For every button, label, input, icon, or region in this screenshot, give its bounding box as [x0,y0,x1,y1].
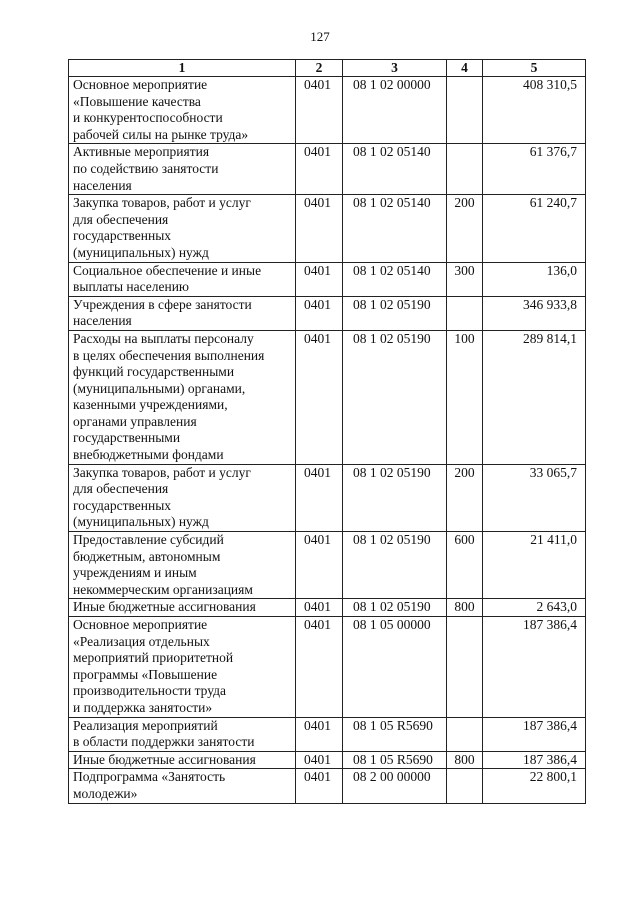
row-target-code: 08 1 05 R5690 [343,751,447,769]
table-row [69,617,586,718]
row-section-code: 0401 [296,751,343,769]
row-name: Закупка товаров, работ и услуг для обеспечения государственных (муниципальных) нужд [69,195,296,262]
header-row [69,60,586,77]
row-amount: 33 065,7 [483,464,586,531]
row-amount: 22 800,1 [483,769,586,803]
row-section-code: 0401 [296,532,343,599]
page-number: 127 [310,29,330,44]
row-expense-type [447,77,483,144]
row-expense-type [447,296,483,330]
row-expense-type: 800 [447,599,483,617]
row-name: Предоставление субсидий бюджетным, автономным учреждениям и иным некоммерческим организациям [69,532,296,599]
row-section-code: 0401 [296,599,343,617]
row-target-code: 08 1 05 R5690 [343,717,447,751]
row-amount: 187 386,4 [483,617,586,718]
row-expense-type: 200 [447,464,483,531]
table-row [69,77,586,144]
row-name: Иные бюджетные ассигнования [69,751,296,769]
row-amount: 2 643,0 [483,599,586,617]
row-section-code: 0401 [296,195,343,262]
row-section-code: 0401 [296,464,343,531]
table-row [69,717,586,751]
budget-table [68,59,586,804]
row-target-code: 08 2 00 00000 [343,769,447,803]
row-amount: 61 376,7 [483,144,586,195]
row-amount: 187 386,4 [483,751,586,769]
row-target-code: 08 1 02 05140 [343,195,447,262]
row-expense-type [447,617,483,718]
row-section-code: 0401 [296,296,343,330]
row-name: Активные мероприятия по содействию занятости населения [69,144,296,195]
row-expense-type: 600 [447,532,483,599]
table-row [69,751,586,769]
row-section-code: 0401 [296,617,343,718]
row-name: Реализация мероприятий в области поддержки занятости [69,717,296,751]
row-amount: 21 411,0 [483,532,586,599]
table-row [69,262,586,296]
row-expense-type [447,144,483,195]
row-target-code: 08 1 02 05140 [343,144,447,195]
header-col-4: 4 [447,60,483,77]
row-expense-type: 100 [447,330,483,464]
row-section-code: 0401 [296,330,343,464]
row-amount: 61 240,7 [483,195,586,262]
row-expense-type: 800 [447,751,483,769]
row-target-code: 08 1 02 05190 [343,330,447,464]
table-row [69,330,586,464]
row-target-code: 08 1 02 00000 [343,77,447,144]
row-target-code: 08 1 02 05190 [343,599,447,617]
table-row [69,195,586,262]
row-amount: 136,0 [483,262,586,296]
row-target-code: 08 1 02 05190 [343,296,447,330]
header-col-5: 5 [483,60,586,77]
table-row [69,464,586,531]
row-name: Иные бюджетные ассигнования [69,599,296,617]
row-name: Основное мероприятие «Реализация отдельных мероприятий приоритетной программы «Повышение производительности труда и поддержка занятости» [69,617,296,718]
row-name: Учреждения в сфере занятости населения [69,296,296,330]
row-name: Расходы на выплаты персоналу в целях обеспечения выполнения функций государственными (муниципальными) органами, казенными учреждениями, органами управления государственными внебюджетными фондами [69,330,296,464]
row-name: Закупка товаров, работ и услуг для обеспечения государственных (муниципальных) нужд [69,464,296,531]
row-amount: 187 386,4 [483,717,586,751]
row-amount: 408 310,5 [483,77,586,144]
row-target-code: 08 1 02 05140 [343,262,447,296]
row-expense-type [447,769,483,803]
row-section-code: 0401 [296,144,343,195]
table-row [69,296,586,330]
row-amount: 289 814,1 [483,330,586,464]
row-expense-type: 300 [447,262,483,296]
row-target-code: 08 1 02 05190 [343,532,447,599]
table-row [69,144,586,195]
row-name: Социальное обеспечение и иные выплаты населению [69,262,296,296]
row-section-code: 0401 [296,769,343,803]
row-name: Основное мероприятие «Повышение качества и конкурентоспособности рабочей силы на рынке труда» [69,77,296,144]
table-row [69,769,586,803]
table-row [69,532,586,599]
row-target-code: 08 1 02 05190 [343,464,447,531]
header-col-1: 1 [69,60,296,77]
row-target-code: 08 1 05 00000 [343,617,447,718]
header-col-2: 2 [296,60,343,77]
row-section-code: 0401 [296,262,343,296]
row-amount: 346 933,8 [483,296,586,330]
row-expense-type: 200 [447,195,483,262]
row-name: Подпрограмма «Занятость молодежи» [69,769,296,803]
header-col-3: 3 [343,60,447,77]
table-row [69,599,586,617]
row-section-code: 0401 [296,77,343,144]
row-section-code: 0401 [296,717,343,751]
row-expense-type [447,717,483,751]
